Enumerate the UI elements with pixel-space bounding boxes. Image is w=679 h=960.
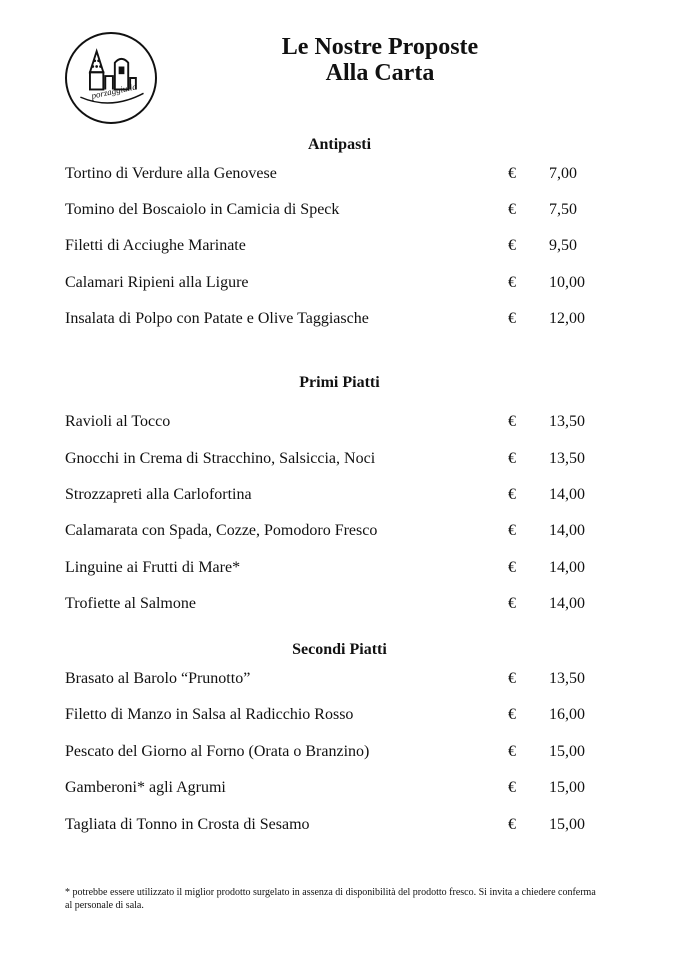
currency-symbol: € <box>508 595 516 612</box>
item-price: 13,50 <box>549 670 585 687</box>
currency-symbol: € <box>508 310 516 327</box>
currency-symbol: € <box>508 274 516 291</box>
currency-symbol: € <box>508 413 516 430</box>
menu-item <box>65 741 625 763</box>
item-price: 15,00 <box>549 816 585 833</box>
currency-symbol: € <box>508 486 516 503</box>
item-price: 16,00 <box>549 706 585 723</box>
item-name: Pescato del Giorno al Forno (Orata o Branzino) <box>65 743 370 760</box>
item-price: 15,00 <box>549 743 585 760</box>
item-name: Insalata di Polpo con Patate e Olive Taggiasche <box>65 310 369 327</box>
currency-symbol: € <box>508 816 516 833</box>
menu-item <box>65 668 625 690</box>
currency-symbol: € <box>508 165 516 182</box>
item-price: 12,00 <box>549 310 585 327</box>
menu-item <box>65 163 625 185</box>
menu-item <box>65 484 625 506</box>
item-name: Linguine ai Frutti di Mare* <box>65 559 241 576</box>
currency-symbol: € <box>508 743 516 760</box>
title-line-2: Alla Carta <box>325 60 435 86</box>
item-name: Gamberoni* agli Agrumi <box>65 779 226 796</box>
currency-symbol: € <box>508 450 516 467</box>
item-name: Ravioli al Tocco <box>65 413 171 430</box>
item-price: 14,00 <box>549 522 585 539</box>
item-price: 7,00 <box>549 165 577 182</box>
item-name: Tagliata di Tonno in Crosta di Sesamo <box>65 816 310 833</box>
menu-item <box>65 704 625 726</box>
castle-icon <box>67 34 155 122</box>
logo-wordmark: porzaggiulla <box>90 81 138 101</box>
footnote: * potrebbe essere utilizzato il miglior prodotto surgelato in assenza di disponibilità del prodotto fresco. Si invita a chiedere conferma al personale di sala. <box>65 887 596 911</box>
currency-symbol: € <box>508 522 516 539</box>
item-price: 10,00 <box>549 274 585 291</box>
item-name: Tomino del Boscaiolo in Camicia di Speck <box>65 201 340 218</box>
item-price: 13,50 <box>549 450 585 467</box>
restaurant-logo <box>65 32 157 124</box>
section-title-secondi-piatti: Secondi Piatti <box>292 641 387 658</box>
menu-item <box>65 411 625 433</box>
menu-item <box>65 199 625 221</box>
menu-item <box>65 448 625 470</box>
menu-item <box>65 814 625 836</box>
menu-item <box>65 520 625 542</box>
item-name: Strozzapreti alla Carlofortina <box>65 486 252 503</box>
menu-item <box>65 777 625 799</box>
item-price: 13,50 <box>549 413 585 430</box>
item-name: Trofiette al Salmone <box>65 595 196 612</box>
menu-item <box>65 593 625 615</box>
item-price: 14,00 <box>549 486 585 503</box>
item-price: 14,00 <box>549 595 585 612</box>
menu-item <box>65 308 625 330</box>
currency-symbol: € <box>508 779 516 796</box>
menu-item <box>65 557 625 579</box>
menu-item <box>65 272 625 294</box>
item-price: 7,50 <box>549 201 577 218</box>
currency-symbol: € <box>508 670 516 687</box>
page-title <box>180 34 580 86</box>
item-name: Filetti di Acciughe Marinate <box>65 237 246 254</box>
item-price: 14,00 <box>549 559 585 576</box>
item-name: Brasato al Barolo “Prunotto” <box>65 670 251 687</box>
currency-symbol: € <box>508 706 516 723</box>
title-line-1: Le Nostre Proposte <box>281 34 479 60</box>
item-name: Calamarata con Spada, Cozze, Pomodoro Fresco <box>65 522 378 539</box>
currency-symbol: € <box>508 201 516 218</box>
item-price: 15,00 <box>549 779 585 796</box>
item-name: Tortino di Verdure alla Genovese <box>65 165 277 182</box>
item-name: Gnocchi in Crema di Stracchino, Salsiccia, Noci <box>65 450 376 467</box>
currency-symbol: € <box>508 559 516 576</box>
item-name: Calamari Ripieni alla Ligure <box>65 274 249 291</box>
currency-symbol: € <box>508 237 516 254</box>
section-title-antipasti: Antipasti <box>307 136 372 153</box>
section-title-primi-piatti: Primi Piatti <box>299 374 380 391</box>
item-price: 9,50 <box>549 237 577 254</box>
item-name: Filetto di Manzo in Salsa al Radicchio Rosso <box>65 706 354 723</box>
menu-item <box>65 235 625 257</box>
